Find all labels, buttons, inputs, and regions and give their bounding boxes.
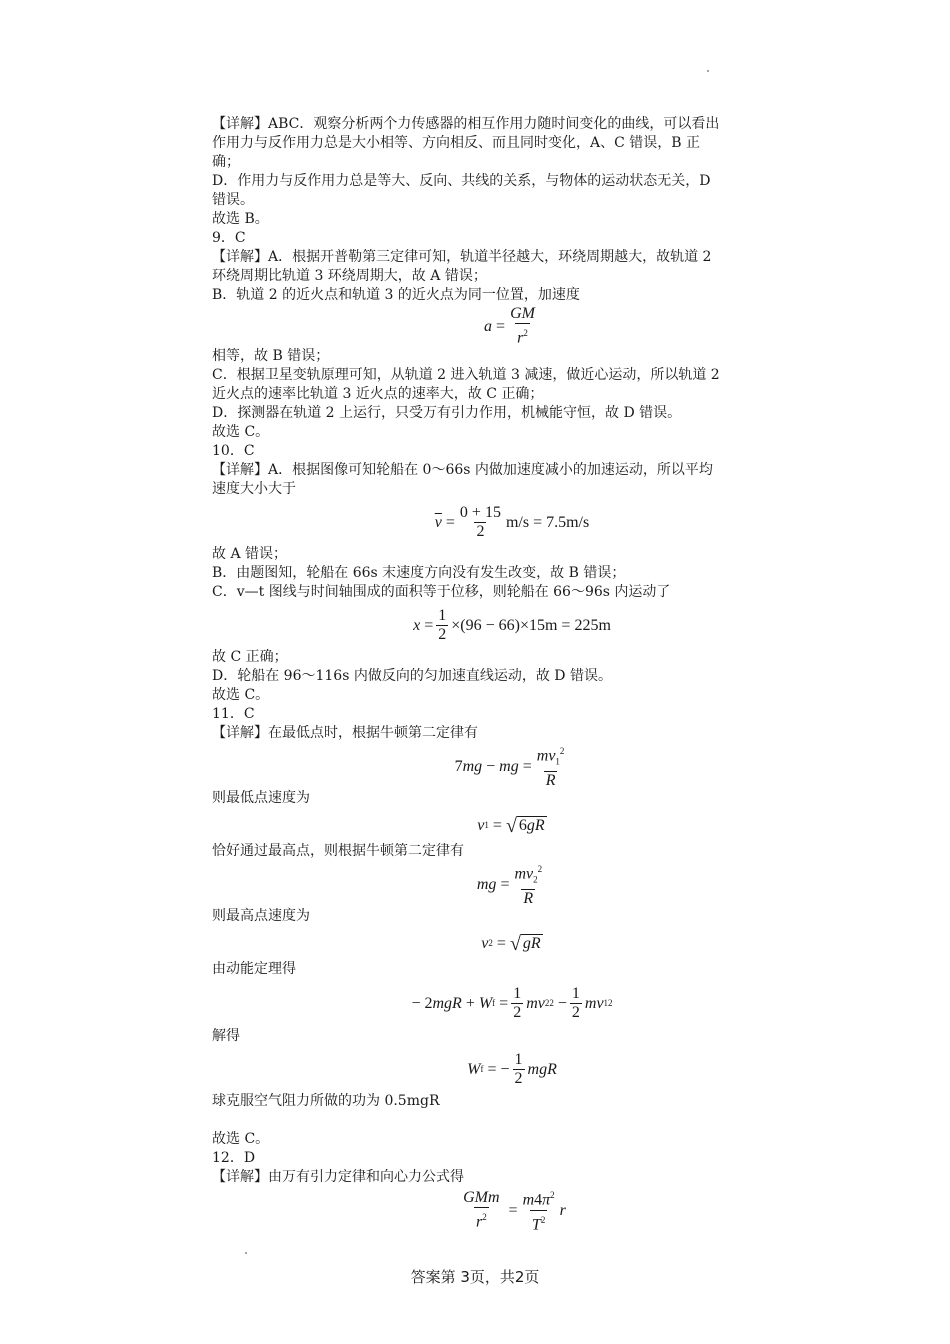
question-number: 10．C <box>212 443 255 459</box>
text-line: D．作用力与反作用力总是等大、反向、共线的关系，与物体的运动状态无关，D <box>212 173 711 189</box>
text-line: 则最低点速度为 <box>212 790 310 806</box>
text-line: 速度大小大于 <box>212 481 296 497</box>
text-line: 错误。 <box>212 192 254 208</box>
text-line: 由动能定理得 <box>212 961 296 977</box>
text-line: 解得 <box>212 1028 240 1044</box>
page-footer: 答案第 3页，共2页 <box>410 1268 540 1286</box>
text-line: B．由题图知，轮船在 66s 末速度方向没有发生改变，故 B 错误； <box>212 565 626 581</box>
text-line: D．探测器在轨道 2 上运行，只受万有引力作用，机械能守恒，故 D 错误。 <box>212 405 682 421</box>
question-number: 12．D <box>212 1150 256 1166</box>
text-line: B．轨道 2 的近火点和轨道 3 的近火点为同一位置，加速度 <box>212 287 580 303</box>
text-line: 故 C 正确； <box>212 649 288 665</box>
text-line: 相等，故 B 错误； <box>212 348 330 364</box>
equation-lowest-point: 7 mg − mg = $\frac{mv_1^2}{R}$ <box>454 746 565 789</box>
equation-acceleration: a = $\frac{GM}{r^2}$ <box>484 304 535 347</box>
text-line: 恰好通过最高点，则根据牛顿第二定律有 <box>212 843 464 859</box>
text-line: 故选 C。 <box>212 1131 270 1147</box>
text-line: 故选 C。 <box>212 687 270 703</box>
text-line: 【详解】ABC．观察分析两个力传感器的相互作用力随时间变化的曲线，可以看出 <box>212 116 720 132</box>
question-number: 9．C <box>212 230 246 246</box>
equation-wf: W f = − $\frac{1}{2}$ mgR <box>467 1050 557 1087</box>
text-line: 【详解】由万有引力定律和向心力公式得 <box>212 1169 464 1185</box>
equation-v1: v 1 = √ 6gR <box>477 814 545 837</box>
scan-dot <box>245 1252 247 1254</box>
question-number: 11．C <box>212 706 255 722</box>
text-line: C．v—t 图线与时间轴围成的面积等于位移，则轮船在 66～96s 内运动了 <box>212 584 671 600</box>
equation-gravitation: $\frac{\text{GMm}}{r^2}$ = $\frac{m4\pi^2}{T^2}$ r <box>463 1188 566 1233</box>
equation-v2: v 2 = √ gR <box>481 932 541 955</box>
text-line: 则最高点速度为 <box>212 908 310 924</box>
answer-content <box>212 115 812 1233</box>
text-line: 故选 B。 <box>212 211 269 227</box>
equation-displacement: x = $\frac{1}{2}$ ×(96 − 66)×15m = 225m <box>413 606 611 643</box>
scan-dot <box>707 70 709 72</box>
text-line: 【详解】A．根据图像可知轮船在 0～66s 内做加速度减小的加速运动，所以平均 <box>212 462 713 478</box>
equation-highest-point: mg = $\frac{mv_2^2}{R}$ <box>476 864 543 907</box>
text-line: C．根据卫星变轨原理可知，从轨道 2 进入轨道 3 减速，做近心运动，所以轨道 2 <box>212 367 720 383</box>
text-line: 【详解】在最低点时，根据牛顿第二定律有 <box>212 725 478 741</box>
text-line: 故选 C。 <box>212 424 270 440</box>
text-line: 作用力与反作用力总是大小相等、方向相反、而且同时变化，A、C 错误，B 正 <box>212 135 701 151</box>
text-line: 近火点的速率比轨道 3 近火点的速率大，故 C 正确； <box>212 386 544 402</box>
text-line: D．轮船在 96～116s 内做反向的匀加速直线运动，故 D 错误。 <box>212 668 612 684</box>
text-line: 环绕周期比轨道 3 环绕周期大，故 A 错误； <box>212 268 487 284</box>
equation-average-velocity: $\overline{v}$ = $\frac{0 + 15}{2}$ m/s = 7.5m/s <box>434 503 590 540</box>
text-line: 【详解】A．根据开普勒第三定律可知，轨道半径越大，环绕周期越大，故轨道 2 <box>212 249 712 265</box>
text-line: 确； <box>212 154 240 170</box>
equation-work-energy: − 2 mgR + W f = $\frac{1}{2}$ mv 2 2 − $\frac{1}{2}$ mv 1 2 <box>411 984 613 1021</box>
text-line: 故 A 错误； <box>212 546 288 562</box>
text-line: 球克服空气阻力所做的功为 0.5mgR <box>212 1093 440 1109</box>
